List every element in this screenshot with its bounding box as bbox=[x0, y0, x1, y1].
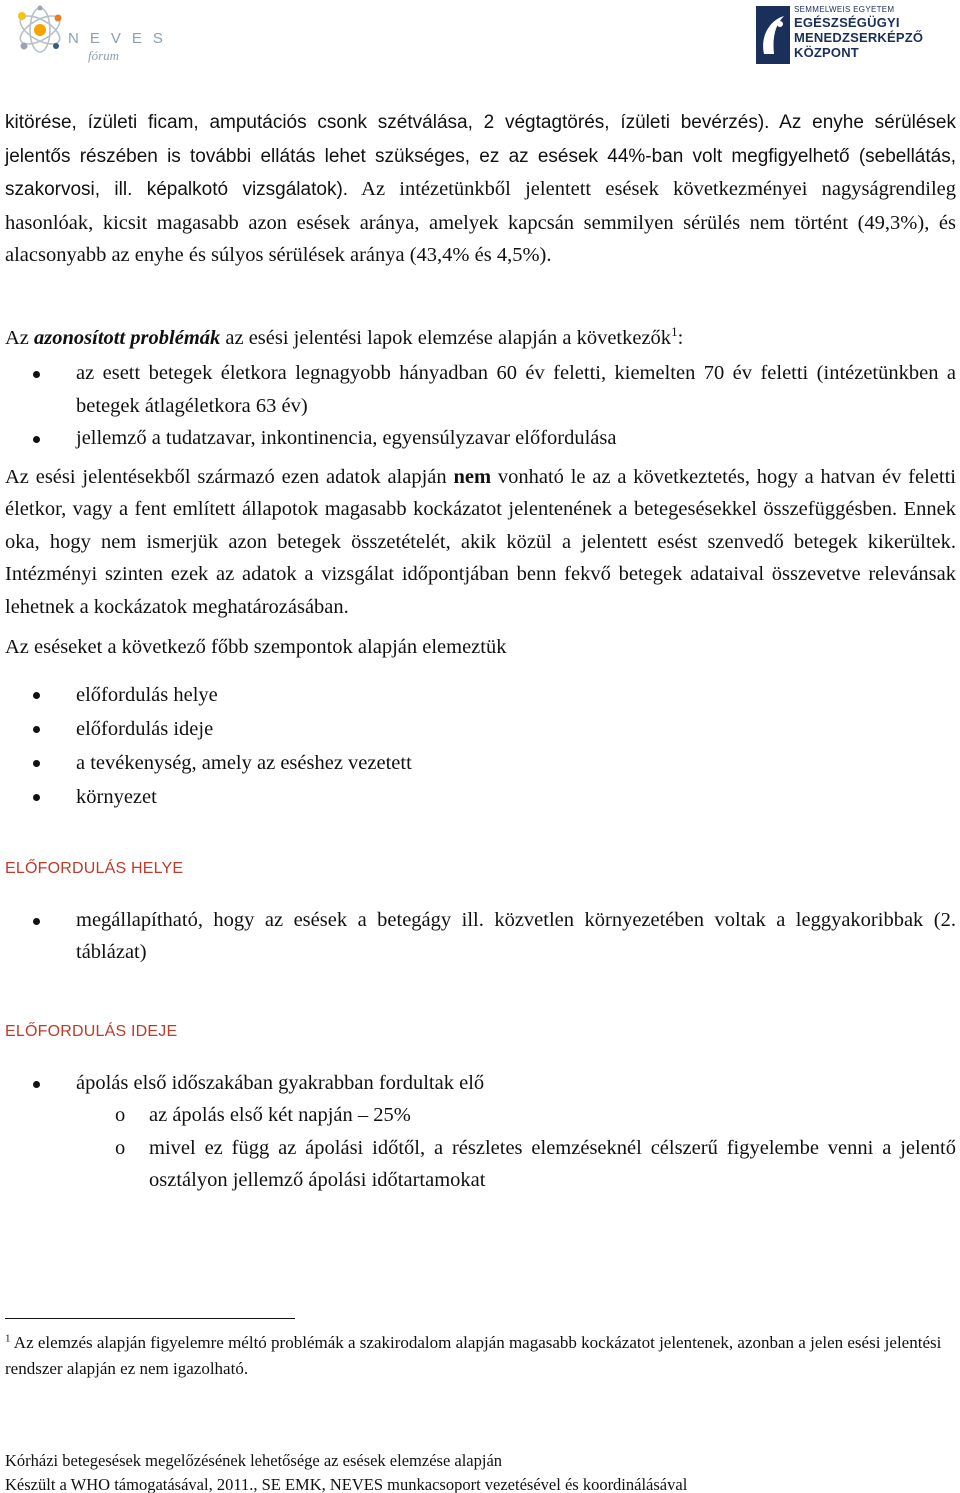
list-item-text: az esett betegek életkora legnagyobb hányadban 60 év feletti, kiemelten 70 év feletti (intézetünkben a betegek átlagéletkora 63 év) bbox=[76, 362, 956, 417]
location-list bbox=[5, 904, 956, 969]
list-item bbox=[5, 780, 956, 814]
semmelweis-logo-text bbox=[794, 6, 923, 59]
semmelweis-emk-logo bbox=[756, 6, 956, 66]
footnote-ref[interactable]: 1 bbox=[671, 323, 678, 339]
forum-logo-text: fórum bbox=[88, 48, 120, 63]
list-item-text: előfordulás ideje bbox=[76, 717, 214, 740]
sub-list-item-text: az ápolás első két napján – 25% bbox=[149, 1104, 411, 1126]
list-item bbox=[5, 357, 956, 422]
list-item bbox=[5, 712, 956, 746]
section-title-location: ELŐFORDULÁS HELYE bbox=[5, 859, 184, 877]
bullet-icon bbox=[33, 794, 40, 801]
bullet-icon bbox=[33, 918, 40, 925]
sub-list-item bbox=[5, 1099, 956, 1132]
time-list bbox=[5, 1067, 956, 1100]
footnote bbox=[5, 1330, 956, 1382]
page-header bbox=[0, 0, 960, 90]
conclusion-bold: nem bbox=[453, 465, 492, 488]
list-item bbox=[5, 904, 956, 969]
problems-post: az esési jelentési lapok elemzése alapján a következők bbox=[220, 326, 672, 349]
bullet-icon bbox=[33, 760, 40, 767]
aspects-list bbox=[5, 678, 956, 814]
paragraph-injury-results bbox=[5, 106, 956, 272]
time-sublist bbox=[5, 1099, 956, 1197]
bullet-icon bbox=[33, 436, 40, 443]
problems-list bbox=[5, 357, 956, 455]
page-footer bbox=[5, 1449, 956, 1493]
list-item bbox=[5, 422, 956, 455]
list-item-text: a tevékenység, amely az eséshez vezetett bbox=[76, 751, 412, 774]
paragraph-identified-problems bbox=[5, 322, 956, 355]
semmelweis-logo-icon bbox=[756, 6, 790, 64]
list-item-text: előfordulás helye bbox=[76, 683, 218, 706]
paragraph-injury-results-serif: Az intézetünkből jelentett esések következményei nagyságrendileg hasonlóak, kicsit magasabb azon esések aránya, amelyek kapcsán semmilyen sérülés nem történt (49,3%), és alacsonyabb az enyhe és súlyos sérülések aránya (43,4% és 4,5%). bbox=[5, 178, 956, 266]
footer-line-1: Kórházi betegesések megelőzésének lehetősége az esések elemzése alapján bbox=[5, 1451, 503, 1470]
footer-line-2: Készült a WHO támogatásával, 2011., SE EMK, NEVES munkacsoport vezetésével és koordinálásával bbox=[5, 1475, 688, 1493]
footnote-text: Az elemzés alapján figyelemre méltó problémák a szakirodalom alapján magasabb kockázatot jelentenek, azonban a jelen esési jelentési rendszer alapján ez nem igazolható. bbox=[5, 1333, 942, 1378]
problems-pre: Az bbox=[5, 326, 35, 349]
neves-logo-text: NEVES bbox=[68, 30, 174, 47]
problems-emphasis: azonosított problémák bbox=[34, 326, 221, 349]
sub-list-item bbox=[5, 1132, 956, 1197]
list-item bbox=[5, 678, 956, 712]
list-item bbox=[5, 1067, 956, 1100]
bullet-icon bbox=[33, 1081, 40, 1088]
list-item-text: jellemző a tudatzavar, inkontinencia, egyensúlyzavar előfordulása bbox=[76, 427, 617, 449]
document-body bbox=[5, 106, 956, 1197]
footnote-separator bbox=[5, 1318, 295, 1319]
neves-forum-logo bbox=[4, 2, 174, 82]
footnote-number: 1 bbox=[5, 1332, 11, 1345]
list-item bbox=[5, 746, 956, 780]
list-item-text: környezet bbox=[76, 785, 157, 808]
paragraph-injury-results-sans: kitörése, ízületi ficam, amputációs csonk szétválása, 2 végtagtörés, ízületi bevérzés). Az enyhe sérülések jelentős részében is további ellátás lehet szükséges, ez az esések 44%-ban volt megfigyelhető (sebellátás, szakorvosi, ill. képalkotó vizsgálatok). bbox=[5, 112, 956, 200]
list-item-text: ápolás első időszakában gyakrabban fordultak elő bbox=[76, 1071, 485, 1094]
logo-line-2: MENEDZSERKÉPZŐ bbox=[794, 30, 924, 45]
conclusion-pre: Az esési jelentésekből származó ezen adatok alapján bbox=[5, 465, 454, 488]
circle-bullet-icon: o bbox=[115, 1104, 126, 1126]
circle-bullet-icon: o bbox=[115, 1136, 126, 1159]
bullet-icon bbox=[33, 726, 40, 733]
problems-colon: : bbox=[677, 326, 684, 349]
logo-line-1: EGÉSZSÉGÜGYI bbox=[794, 15, 900, 30]
section-title-time: ELŐFORDULÁS IDEJE bbox=[5, 1022, 178, 1040]
paragraph-aspects-intro: Az eséseket a következő főbb szempontok alapján elemeztük bbox=[5, 636, 507, 658]
bullet-icon bbox=[33, 692, 40, 699]
conclusion-post: vonható le az a következtetés, hogy a hatvan év feletti életkor, vagy a fent említett állapotok magasabb kockázatot jelentenének a betegesésekkel összefüggésben. Ennek oka, hogy nem ismerjük azon betegek összetételét, akik közül a jelentett esést szenvedő betegek kikerültek. Intézményi szinten ezek az adatok a vizsgálat időpontjában benn fekvő betegek adataival összevetve relevánsak lehetnek a kockázatok meghatározásában. bbox=[5, 465, 956, 618]
list-item-text: megállapítható, hogy az esések a betegágy ill. közvetlen környezetében voltak a leggyakoribbak (2. táblázat) bbox=[76, 908, 956, 963]
bullet-icon bbox=[33, 371, 40, 378]
sub-list-item-text: mivel ez függ az ápolási időtől, a részletes elemzéseknél célszerű figyelembe venni a jelentő osztályon jellemző ápolási időtartamokat bbox=[149, 1136, 956, 1191]
logo-line-3: KÖZPONT bbox=[794, 45, 859, 60]
paragraph-conclusion bbox=[5, 461, 956, 624]
logo-line-university: SEMMELWEIS EGYETEM bbox=[794, 5, 895, 14]
